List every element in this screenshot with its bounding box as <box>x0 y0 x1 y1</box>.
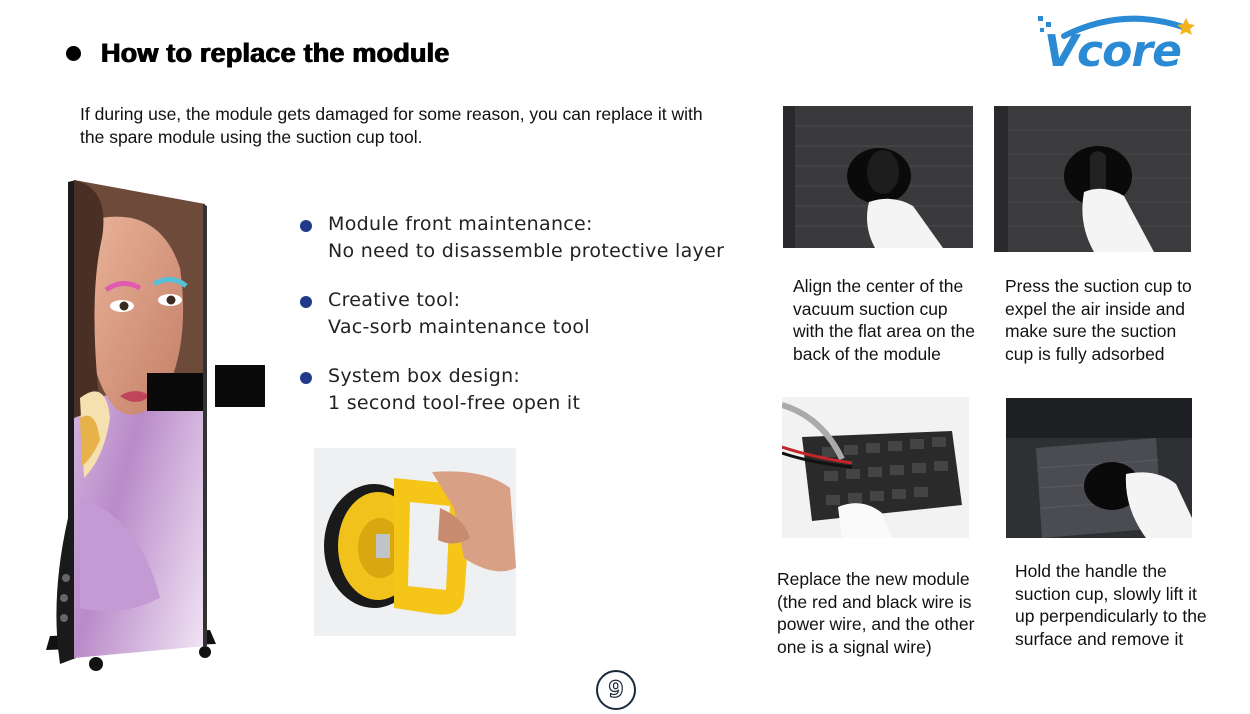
step-1-text: Align the center of the vacuum suction cup with the flat area on the back of the module <box>793 276 975 364</box>
page-title: How to replace the module <box>101 38 450 68</box>
feature-bullet <box>300 220 312 232</box>
step-4-text: Hold the handle the suction cup, slowly lift it up perpendicularly to the surface and remove it <box>1015 561 1207 649</box>
press-suction-cup-photo <box>994 106 1191 252</box>
module-wires-photo <box>782 397 969 538</box>
feature-detail: 1 second tool-free open it <box>328 392 581 414</box>
title-row <box>66 38 450 69</box>
step-2-text: Press the suction cup to expel the air inside and make sure the suction cup is fully adsorbed <box>1005 276 1192 364</box>
feature-item <box>300 287 740 341</box>
feature-title: System box design: <box>328 365 521 387</box>
feature-bullet <box>300 296 312 308</box>
intro-text: If during use, the module gets damaged for some reason, you can replace it with the spare module using the suction cup tool. <box>80 104 703 147</box>
lift-module-photo <box>1006 398 1192 538</box>
align-suction-cup-photo <box>783 106 973 248</box>
feature-title: Module front maintenance: <box>328 213 593 235</box>
svg-text:Vcore: Vcore <box>1044 26 1181 74</box>
page-number: 9 <box>596 670 636 710</box>
title-bullet <box>66 46 81 61</box>
step-3-text: Replace the new module (the red and black wire is power wire, and the other one is a signal wire) <box>777 569 975 657</box>
vcore-logo <box>1036 12 1218 74</box>
feature-detail: No need to disassemble protective layer <box>328 240 725 262</box>
feature-title: Creative tool: <box>328 289 461 311</box>
feature-detail: Vac-sorb maintenance tool <box>328 316 590 338</box>
feature-bullet <box>300 372 312 384</box>
feature-item <box>300 363 740 417</box>
feature-list <box>300 211 740 439</box>
suction-cup-tool-photo <box>314 448 516 636</box>
poster-display-photo <box>40 178 270 674</box>
feature-item <box>300 211 740 265</box>
